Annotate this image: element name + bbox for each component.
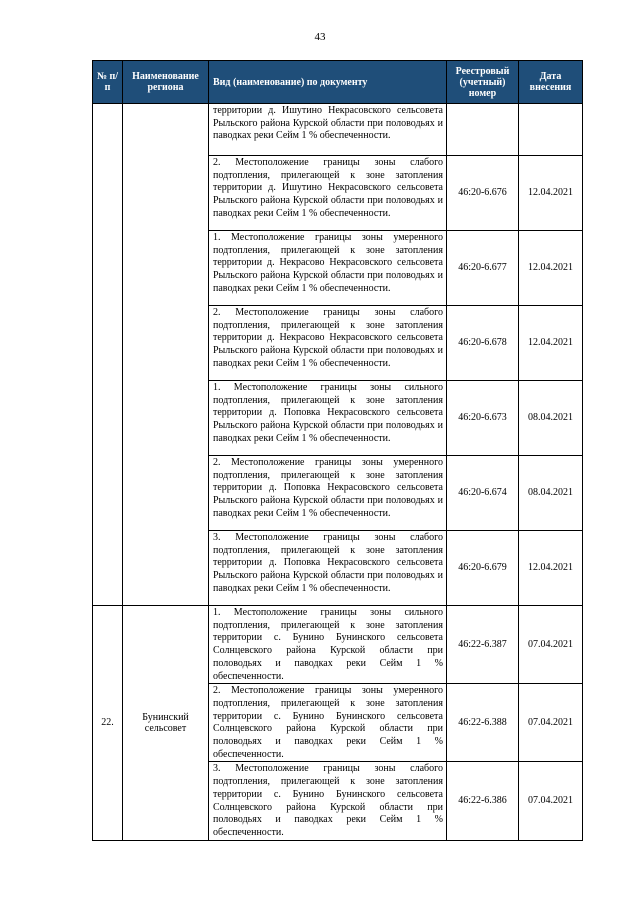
date-cell: 12.04.2021 xyxy=(519,306,583,381)
doc-cell: 2. Местоположение границы зоны слабого подтопления, прилегающей к зоне затопления территории д. Некрасово Некрасовского сельсовета Рыльского района Курской области при половодьях и паводках реки Сейм 1 % обеспеченности. xyxy=(209,306,447,381)
doc-cell: 1. Местоположение границы зоны умеренного подтопления, прилегающей к зоне затопления территории д. Некрасово Некрасовского сельсовета Рыльского района Курской области при половодьях и паводках реки Сейм 1 % обеспеченности. xyxy=(209,231,447,306)
reg-number-cell: 46:20-6.676 xyxy=(447,156,519,231)
reg-number-cell: 46:20-6.677 xyxy=(447,231,519,306)
reg-number-cell: 46:20-6.673 xyxy=(447,381,519,456)
reg-number-cell xyxy=(447,104,519,156)
doc-cell: 3. Местоположение границы зоны слабого подтопления, прилегающей к зоне затопления территории д. Поповка Некрасовского сельсовета Рыльского района Курской области при половодьях и паводках реки Сейм 1 % обеспеченности. xyxy=(209,531,447,606)
date-cell: 08.04.2021 xyxy=(519,456,583,531)
header-doc: Вид (наименование) по документу xyxy=(209,61,447,104)
header-num: № п/п xyxy=(93,61,123,104)
doc-cell: 2. Местоположение границы зоны умеренного подтопления, прилегающей к зоне затопления территории с. Бунино Бунинского сельсовета Солнцевского района Курской области при половодьях и паводках реки Сейм 1 % обеспеченности. xyxy=(209,684,447,762)
date-cell: 12.04.2021 xyxy=(519,231,583,306)
date-cell: 08.04.2021 xyxy=(519,381,583,456)
header-date: Дата внесения xyxy=(519,61,583,104)
doc-cell: 1. Местоположение границы зоны сильного подтопления, прилегающей к зоне затопления территории с. Бунино Бунинского сельсовета Солнцевского района Курской области при половодьях и паводках реки Сейм 1 % обеспеченности. xyxy=(209,606,447,684)
date-cell xyxy=(519,104,583,156)
doc-cell: 2. Местоположение границы зоны умеренного подтопления, прилегающей к зоне затопления территории д. Поповка Некрасовского сельсовета Рыльского района Курской области при половодьях и паводках реки Сейм 1 % обеспеченности. xyxy=(209,456,447,531)
header-reg-number: Реестровый (учетный) номер xyxy=(447,61,519,104)
date-cell: 07.04.2021 xyxy=(519,762,583,840)
date-cell: 07.04.2021 xyxy=(519,606,583,684)
date-cell: 12.04.2021 xyxy=(519,156,583,231)
header-region: Наименование региона xyxy=(123,61,209,104)
reg-number-cell: 46:22-6.388 xyxy=(447,684,519,762)
doc-cell: 2. Местоположение границы зоны слабого подтопления, прилегающей к зоне затопления территории д. Ишутино Некрасовского сельсовета Рыльского района Курской области при половодьях и паводках реки Сейм 1 % обеспеченности. xyxy=(209,156,447,231)
date-cell: 12.04.2021 xyxy=(519,531,583,606)
table-row xyxy=(93,606,583,684)
reg-number-cell: 46:20-6.674 xyxy=(447,456,519,531)
reg-number-cell: 46:20-6.679 xyxy=(447,531,519,606)
doc-cell: 3. Местоположение границы зоны слабого подтопления, прилегающей к зоне затопления территории с. Бунино Бунинского сельсовета Солнцевского района Курской области при половодьях и паводках реки Сейм 1 % обеспеченности. xyxy=(209,762,447,840)
num-cell-continued xyxy=(93,104,123,606)
reg-number-cell: 46:20-6.678 xyxy=(447,306,519,381)
table-header-row xyxy=(93,61,583,104)
date-cell: 07.04.2021 xyxy=(519,684,583,762)
num-cell: 22. xyxy=(93,606,123,841)
page-number: 43 xyxy=(314,31,326,43)
doc-cell: 1. Местоположение границы зоны сильного подтопления, прилегающей к зоне затопления территории д. Поповка Некрасовского сельсовета Рыльского района Курской области при половодьях и паводках реки Сейм 1 % обеспеченности. xyxy=(209,381,447,456)
reg-number-cell: 46:22-6.387 xyxy=(447,606,519,684)
table-row xyxy=(93,104,583,156)
registry-table xyxy=(92,60,583,841)
doc-cell: территории д. Ишутино Некрасовского сельсовета Рыльского района Курской области при половодьях и паводках реки Сейм 1 % обеспеченности. xyxy=(209,104,447,156)
reg-number-cell: 46:22-6.386 xyxy=(447,762,519,840)
region-cell-continued xyxy=(123,104,209,606)
region-cell: Бунинский сельсовет xyxy=(123,606,209,841)
